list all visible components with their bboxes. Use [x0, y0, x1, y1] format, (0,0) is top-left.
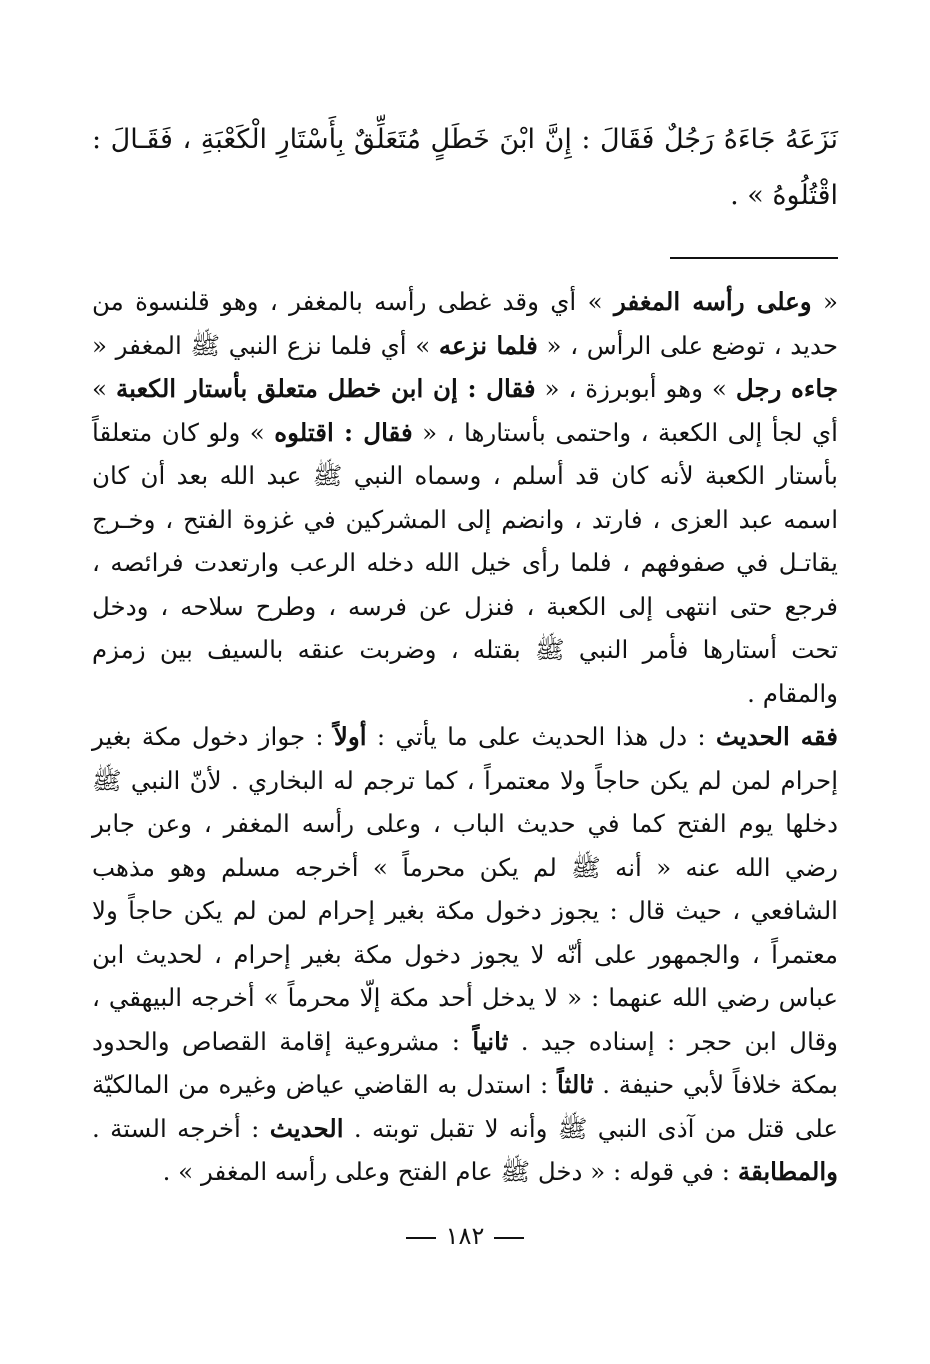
- text-segment: «: [811, 287, 838, 316]
- text-segment: : جواز دخول مكة بغير إحرام لمن لم يكن حاجاً ولا معتمراً ، كما ترجم له البخاري . لأنّ النبي ﷺ دخلها يوم الفتح كما في حديث الباب ، وعلى رأسه المغفر ، وعن جابر رضي الله عنه « أنه ﷺ لم يكن محرماً » أخرجه مسلم وهو مذهب الشافعي ، حيث قال : يجوز دخول مكة بغير إحرام لمن لم يكن حاجاً ولا معتمراً ، والجمهور على أنّه لا يجوز دخول مكة بغير إحرام ، لحديث ابن عباس رضي الله عنهما : « لا يدخل أحد مكة إلّا محرماً » أخرجه البيهقي ، وقال ابن حجر : إسناده جيد .: [92, 722, 838, 1056]
- text-segment: » أي لجأ إلى الكعبة ، واحتمى بأستارها ، «: [92, 374, 838, 447]
- text-segment: : مشروعية إقامة القصاص والحدود بمكة خلافاً لأبي حنيفة .: [92, 1026, 838, 1099]
- text-segment: : في قوله : « دخل ﷺ عام الفتح وعلى رأسه المغفر » .: [162, 1157, 738, 1186]
- text-segment: » أي وقد غطى رأسه بالمغفر ، وهو قلنسوة من حديد ، توضع على الرأس ، «: [92, 287, 838, 360]
- bold-phrase: فقال : إن ابن خطل متعلق بأستار الكعبة: [115, 374, 536, 403]
- page-number-dash-left: [406, 1237, 436, 1239]
- commentary-paragraph-2: [92, 715, 838, 1194]
- bold-phrase: فلما نزعه: [438, 330, 538, 360]
- text-segment: » ولو كان متعلقاً بأستار الكعبة لأنه كان قد أسلم ، وسماه النبي ﷺ عبد الله بعد أن كان اسمه عبد العزى ، فارتد ، وانضم إلى المشركين في غزوة الفتح ، وخـرج يقاتـل في صفوفهم ، فلما رأى خيل الله دخله الرعب وارتعدت فرائصه ، فرجع حتى انتهى إلى الكعبة ، فنزل عن فرسه ، وطرح سلاحه ، ودخل تحت أستارها فأمر النبي ﷺ بقتله ، وضربت عنقه بالسيف بين زمزم والمقام .: [92, 417, 838, 708]
- text-segment: : دل هذا الحديث على ما يأتي :: [366, 722, 716, 751]
- text-segment: : استدل به القاضي عياض وغيره من المالكيّة على قتل من آذى النبي ﷺ وأنه لا تقبل توبته .: [92, 1070, 838, 1143]
- bold-phrase: ثانياً: [472, 1026, 509, 1056]
- text-segment: » أي فلما نزع النبي ﷺ المغفر «: [92, 330, 439, 360]
- document-page: [92, 0, 838, 1364]
- text-segment: : أخرجه الستة .: [92, 1113, 270, 1143]
- bold-phrase: والمطابقة: [737, 1157, 838, 1186]
- bold-phrase: وعلى رأسه المغفر: [613, 287, 812, 316]
- page-number-value: ١٨٢: [445, 1222, 485, 1250]
- commentary-paragraph-1: [92, 280, 838, 715]
- bold-phrase: فقال : اقتلوه: [274, 417, 413, 447]
- bold-phrase: جاءه رجل: [735, 374, 838, 403]
- footnote-divider: [670, 257, 838, 259]
- bold-phrase: الحديث: [269, 1113, 344, 1143]
- page-number-dash-right: [494, 1237, 524, 1239]
- bold-phrase: فقه الحديث: [715, 722, 839, 751]
- page-number: [92, 1222, 838, 1250]
- text-segment: » وهو أبوبرزة ، «: [535, 374, 736, 403]
- hadith-text: نَزَعَهُ جَاءَهُ رَجُلٌ فَقَالَ : إِنَّ ابْنَ خَطَلٍ مُتَعَلِّقٌ بِأَسْتَارِ الْكَعْبَةِ ، فَقَـالَ : اقْتُلُوهُ » .: [92, 124, 838, 211]
- commentary: [92, 280, 838, 1194]
- bold-phrase: أولاً: [333, 722, 367, 751]
- bold-phrase: ثالثاً: [556, 1070, 594, 1099]
